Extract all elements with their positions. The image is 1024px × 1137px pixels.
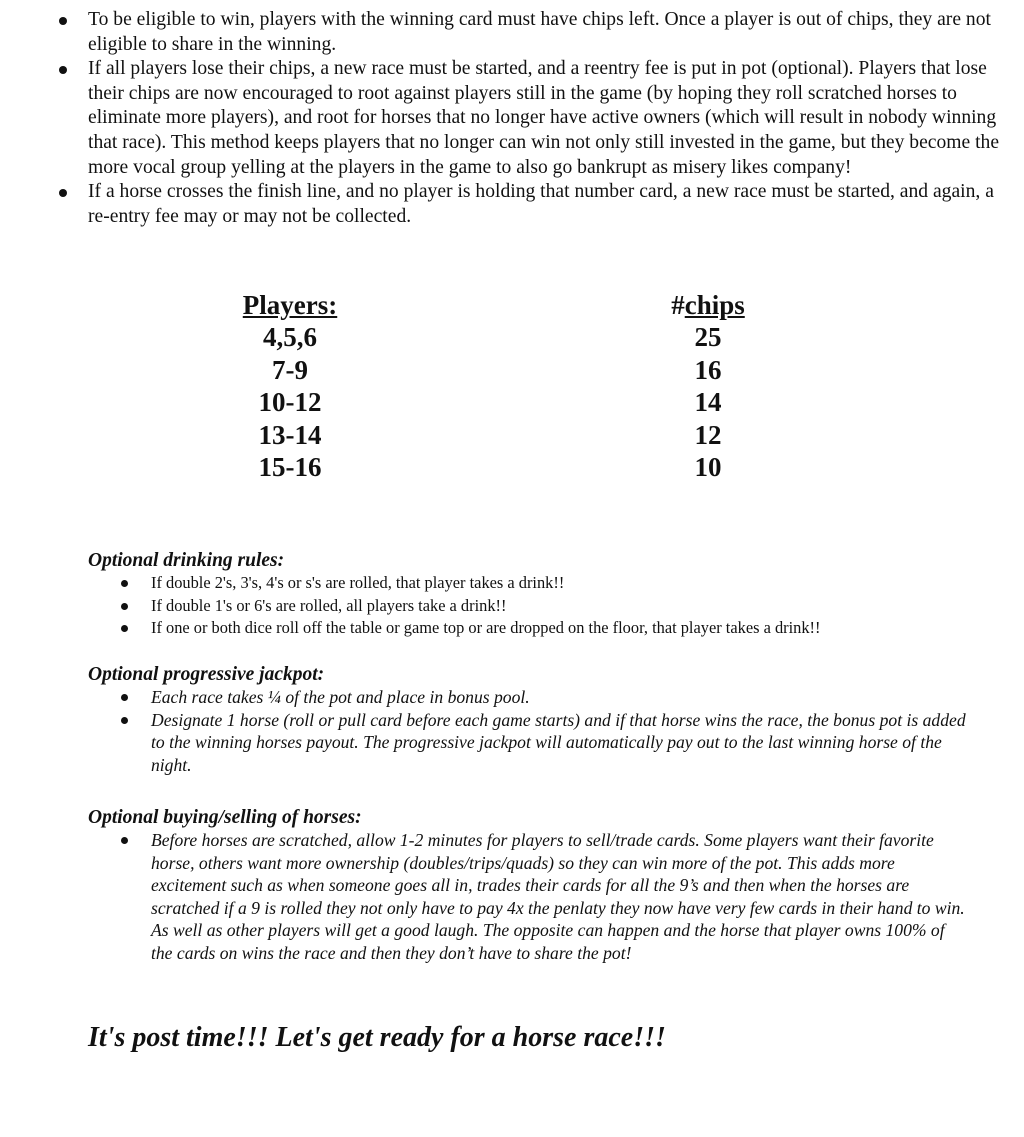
players-cell: 15-16 xyxy=(258,452,322,482)
chips-header-prefix: # xyxy=(671,290,685,320)
players-cell: 13-14 xyxy=(258,419,322,450)
drinking-rule-item: If double 2's, 3's, 4's or s's are rolled, that player takes a drink!! xyxy=(88,572,968,595)
trading-list xyxy=(88,829,968,965)
drinking-rules-section xyxy=(88,550,968,640)
drinking-rules-title: Optional drinking rules: xyxy=(88,550,285,571)
players-cell: 10-12 xyxy=(258,387,322,417)
players-column xyxy=(230,289,350,484)
drinking-rule-item: If double 1's or 6's are rolled, all players take a drink!! xyxy=(88,595,968,618)
players-header: Players: xyxy=(242,290,338,320)
chips-cell: 16 xyxy=(694,354,722,385)
chips-cell: 12 xyxy=(694,419,722,450)
trading-item: Before horses are scratched, allow 1-2 minutes for players to sell/trade cards. Some players want their favorite horse, others want more ownership (doubles/trips/quads) so they can win more of the pot. This adds more excitement such as when someone goes all in, trades their cards for all the 9’s and then when the horses are scratched if a 9 is rolled they not only have to pay 4x the penlaty they now have very few cards in their hand to win. As well as other players will get a good laugh. The opposite can happen and the horse that player owns 100% of the cards on wins the race and then they don’t have to share the pot! xyxy=(88,829,968,965)
drinking-rules-list xyxy=(88,572,968,640)
chips-cell: 25 xyxy=(694,322,722,352)
jackpot-item: Each race takes ¼ of the pot and place in bonus pool. xyxy=(88,686,968,709)
rule-item: To be eligible to win, players with the winning card must have chips left. Once a player is out of chips, they are not eligible to share in the winning. xyxy=(0,8,1010,57)
chips-cell: 14 xyxy=(694,387,722,417)
chips-cell: 10 xyxy=(694,452,722,482)
rule-item: If a horse crosses the finish line, and no player is holding that number card, a new race must be started, and again, a re-entry fee may or may not be collected. xyxy=(0,180,1010,229)
chips-header-label: chips xyxy=(684,290,745,320)
trading-title: Optional buying/selling of horses: xyxy=(88,807,362,828)
players-cell: 7-9 xyxy=(272,354,308,385)
trading-section xyxy=(88,807,968,965)
drinking-rule-item: If one or both dice roll off the table or game top or are dropped on the floor, that player takes a drink!! xyxy=(88,617,968,640)
rule-item: If all players lose their chips, a new race must be started, and a reentry fee is put in pot (optional). Players that lose their chips are now encouraged to root against players still in the game (by hoping they roll scratched horses to eliminate more players), and root for horses that no longer have active owners (which will result in nobody winning that race). This method keeps players that no longer can win not only still invested in the game, but they become the more vocal group yelling at the players in the game to also go bankrupt as misery likes company! xyxy=(0,57,1010,180)
chips-header xyxy=(648,289,768,321)
jackpot-title: Optional progressive jackpot: xyxy=(88,664,325,685)
jackpot-section xyxy=(88,664,968,776)
closing-line: It's post time!!! Let's get ready for a horse race!!! xyxy=(88,1022,666,1053)
rules-list xyxy=(0,8,1010,229)
players-cell: 4,5,6 xyxy=(263,322,317,352)
jackpot-list xyxy=(88,686,968,776)
chips-column xyxy=(648,289,768,484)
jackpot-item: Designate 1 horse (roll or pull card before each game starts) and if that horse wins the race, the bonus pot is added to the winning horses payout. The progressive jackpot will automatically pay out to the last winning horse of the night. xyxy=(88,709,968,777)
